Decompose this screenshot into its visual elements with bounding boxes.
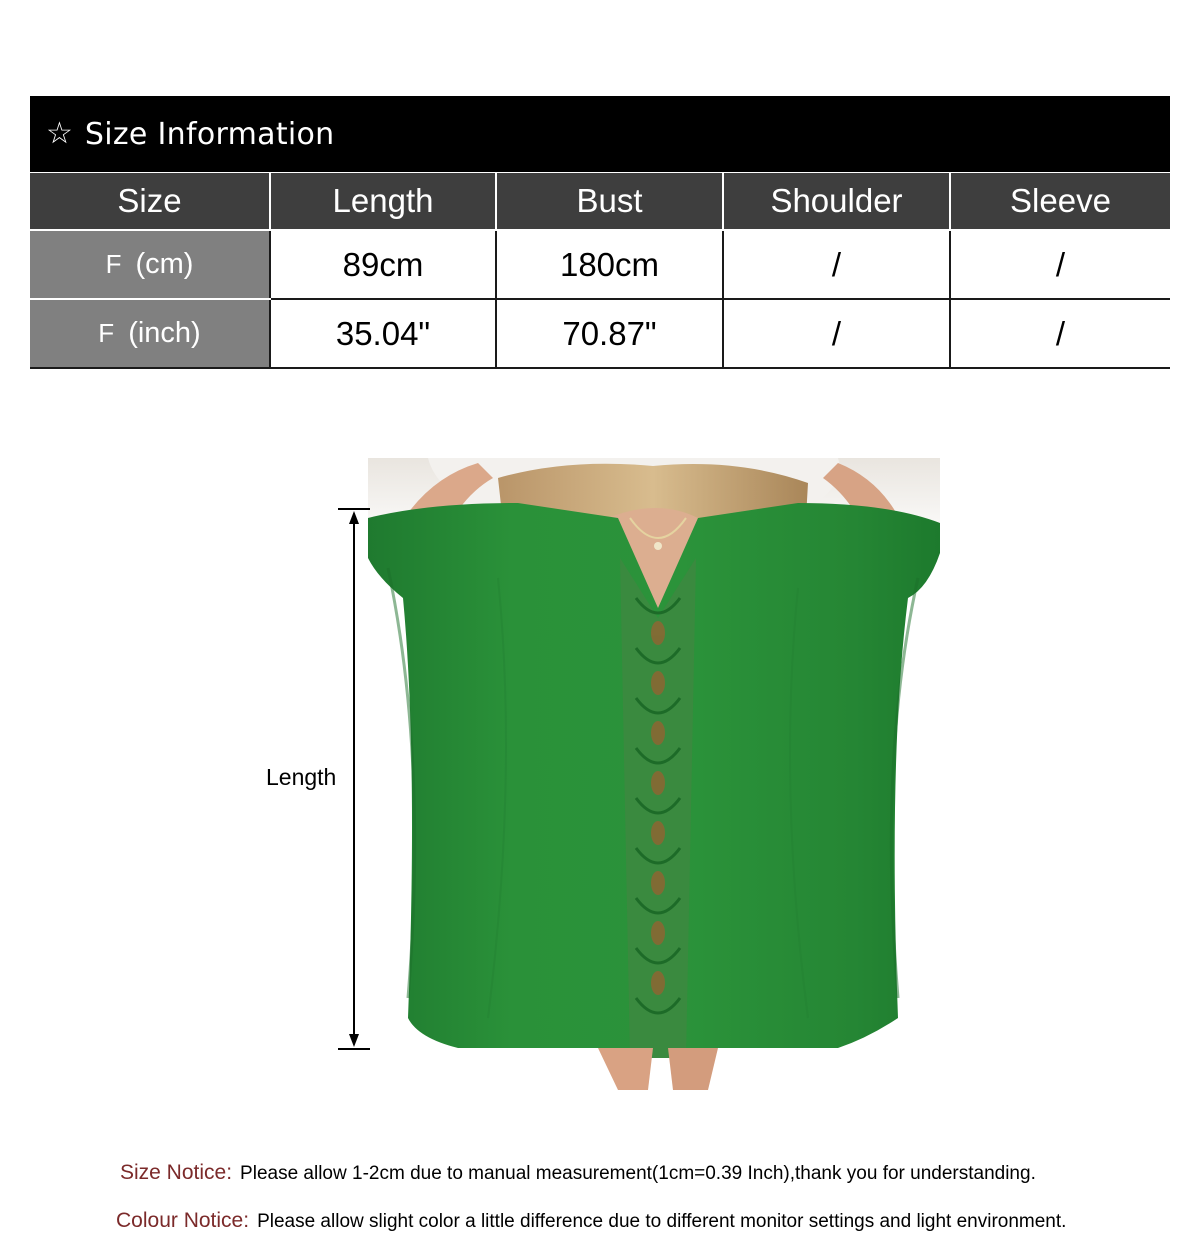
star-icon: ☆ (46, 116, 73, 151)
bust-cell: 70.87" (496, 299, 723, 368)
column-header-size: Size (30, 173, 270, 230)
column-header-shoulder: Shoulder (723, 173, 950, 230)
colour-notice-text: Please allow slight color a little difference due to different monitor settings and light environment. (257, 1211, 1067, 1232)
sleeve-cell: / (950, 230, 1170, 299)
size-table (30, 173, 1170, 369)
length-dimension-label: Length (266, 764, 337, 790)
size-info-title: Size Information (84, 116, 335, 152)
column-header-length: Length (270, 173, 496, 230)
column-header-bust: Bust (496, 173, 723, 230)
shoulder-cell: / (723, 230, 950, 299)
length-cell: 35.04" (270, 299, 496, 368)
size-info-header (30, 96, 1170, 172)
bust-cell: 180cm (496, 230, 723, 299)
row-size-cell (30, 230, 270, 299)
column-header-sleeve: Sleeve (950, 173, 1170, 230)
shoulder-cell: / (723, 299, 950, 368)
row-size-cell (30, 299, 270, 368)
table-row (30, 299, 1170, 368)
colour-notice (116, 1209, 1066, 1233)
size-notice (120, 1161, 1036, 1185)
colour-notice-label: Colour Notice: (116, 1209, 250, 1232)
table-header-row (30, 173, 1170, 230)
size-notice-text: Please allow 1-2cm due to manual measurement(1cm=0.39 Inch),thank you for understanding. (240, 1163, 1036, 1184)
product-photo (368, 458, 940, 1090)
size-notice-label: Size Notice: (120, 1161, 233, 1184)
table-row (30, 230, 1170, 299)
size-unit: (inch) (128, 317, 201, 349)
sleeve-cell: / (950, 299, 1170, 368)
size-unit: (cm) (135, 248, 194, 280)
size-letter: F (98, 318, 115, 348)
length-dimension-line (336, 508, 376, 1050)
length-cell: 89cm (270, 230, 496, 299)
size-letter: F (105, 249, 122, 279)
